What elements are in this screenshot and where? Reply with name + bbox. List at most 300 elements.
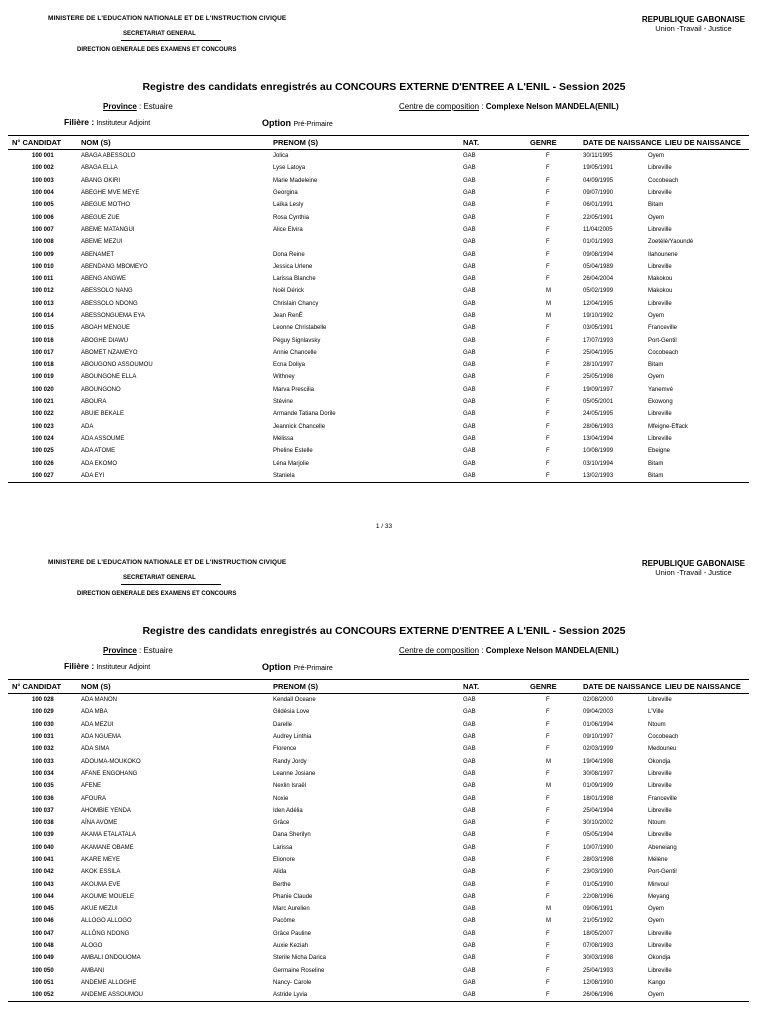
candidate-firstname: Grâce Pauline	[273, 930, 312, 937]
candidate-lastname: ADA MBA	[81, 709, 108, 716]
candidate-birthdate: 19/09/1997	[583, 386, 614, 393]
candidate-lastname: ADA	[81, 423, 94, 430]
filiere-field	[64, 117, 150, 127]
candidate-number: 100 033	[32, 758, 54, 765]
candidate-firstname: Ecna Doliya	[273, 362, 306, 369]
candidate-number: 100 019	[32, 374, 54, 381]
filiere-value: Instituteur Adjoint	[96, 120, 151, 127]
candidate-firstname: Larissa Blanche	[273, 276, 316, 283]
col-header-date: DATE DE NAISSANCE	[580, 680, 645, 694]
province-label: Province	[103, 646, 137, 655]
candidate-birthplace: Ntoum	[648, 820, 666, 827]
candidate-birthdate: 05/05/1994	[583, 832, 614, 839]
candidate-birthplace: Libreville	[648, 263, 672, 270]
candidate-lastname: ALLÔNG NDONG	[81, 930, 130, 937]
candidate-birthplace: Libreville	[648, 165, 672, 172]
ministry-name: MINISTERE DE L'EDUCATION NATIONALE ET DE L'INSTRUCTION CIVIQUE	[48, 559, 287, 566]
candidate-nationality: GAB	[463, 770, 476, 777]
candidate-nationality: GAB	[463, 435, 476, 442]
table-row	[8, 878, 749, 890]
candidate-birthdate: 28/06/1993	[583, 423, 614, 430]
table-row	[8, 211, 749, 223]
candidate-birthplace: Libreville	[648, 697, 672, 704]
table-row	[8, 175, 749, 187]
candidate-birthdate: 09/04/2003	[583, 709, 614, 716]
candidate-nationality: GAB	[463, 349, 476, 356]
candidate-lastname: AKUE MEZUI	[81, 906, 118, 913]
republic-name: REPUBLIQUE GABONAISE	[641, 15, 745, 24]
candidate-firstname: Annie Chancelle	[273, 349, 317, 356]
candidate-birthplace: Mélène	[648, 857, 668, 863]
candidate-nationality: GAB	[463, 190, 476, 197]
candidate-lastname: ABEME MEZUI	[81, 239, 123, 246]
candidate-lastname: ABOUNGONO	[81, 386, 121, 393]
candidate-firstname: Berthe	[273, 881, 291, 888]
candidate-lastname: AHOMBIE YENDA	[81, 807, 131, 814]
secretariat-label: SECRETARIAT GENERAL	[123, 31, 196, 37]
candidate-firstname: Staniela	[270, 470, 460, 483]
table-row	[8, 261, 749, 273]
candidate-nationality: GAB	[463, 943, 476, 950]
candidate-birthplace: Oyem	[648, 214, 665, 221]
candidate-firstname: Chrislain Chancy	[273, 300, 319, 307]
candidate-birthplace: Zoetélé/Yaoundé	[648, 239, 694, 246]
candidate-gender: F	[546, 374, 550, 381]
candidate-birthplace: Cocobeach	[648, 734, 679, 741]
candidate-nationality: GAB	[463, 893, 476, 900]
candidate-nationality: GAB	[463, 758, 476, 765]
candidate-birthdate: 30/11/1995	[583, 153, 613, 160]
candidate-number: 100 027	[8, 470, 78, 483]
filiere-field	[64, 661, 150, 671]
candidate-nationality: GAB	[463, 746, 476, 753]
candidate-lastname: ABEGUE ZUE	[81, 214, 120, 221]
option-value: Pré-Primaire	[293, 121, 333, 128]
candidate-gender: F	[546, 448, 550, 455]
candidate-firstname: Gildésia Love	[273, 709, 310, 716]
candidate-nationality: GAB	[463, 165, 476, 172]
table-row	[8, 842, 749, 854]
candidate-birthplace: Cocobeach	[648, 349, 679, 356]
table-row	[8, 285, 749, 297]
candidate-nationality: GAB	[463, 918, 476, 925]
candidate-lastname: ALOGO	[81, 943, 103, 950]
table-row	[8, 965, 749, 977]
table-row	[8, 915, 749, 927]
candidate-number: 100 029	[32, 709, 54, 716]
centre-label: Centre de composition	[399, 102, 480, 111]
candidate-birthdate: 13/02/1993	[580, 470, 645, 483]
candidate-birthplace: Libreville	[648, 190, 672, 197]
candidate-gender: M	[546, 300, 551, 307]
candidate-nationality: GAB	[463, 177, 476, 184]
candidate-lastname: ABESSOLO NDONG	[81, 300, 138, 307]
candidate-firstname: Mélissa	[273, 435, 294, 442]
candidate-number: 100 017	[32, 349, 54, 356]
candidate-number: 100 001	[32, 153, 54, 160]
candidate-lastname: AKOUMA EVE	[81, 881, 121, 888]
candidate-birthdate: 19/05/1991	[583, 165, 614, 172]
table-header-row	[8, 680, 749, 694]
table-row	[8, 989, 749, 1002]
candidate-gender: M	[546, 906, 551, 913]
candidate-number: 100 031	[32, 734, 54, 741]
candidate-firstname: Pacôme	[273, 918, 296, 925]
candidate-firstname	[270, 236, 460, 248]
candidate-nationality: GAB	[463, 153, 476, 160]
candidate-firstname: Germaine Roseline	[273, 967, 325, 974]
candidate-number: 100 028	[32, 697, 54, 704]
candidate-nationality: GAB	[463, 226, 476, 233]
candidate-birthdate: 09/10/1997	[583, 734, 614, 741]
candidate-birthplace: Libreville	[648, 943, 672, 950]
candidate-birthplace: Libreville	[648, 967, 672, 974]
candidate-number: 100 026	[32, 460, 54, 467]
institution-header	[48, 559, 318, 597]
candidate-birthdate: 26/06/1996	[580, 989, 645, 1002]
candidate-birthplace: Ntoum	[648, 721, 666, 728]
candidate-number: 100 010	[32, 263, 54, 270]
candidate-birthplace: Oyem	[648, 153, 665, 160]
candidate-gender: F	[546, 869, 550, 876]
candidate-lastname: ADA ASSOUME	[81, 435, 125, 442]
col-header-lieu: LIEU DE NAISSANCE	[645, 136, 749, 150]
candidate-nationality: GAB	[463, 869, 476, 876]
candidate-firstname: Alida	[273, 869, 287, 876]
candidate-lastname: ABAGA ABESSOLO	[81, 153, 136, 160]
candidate-birthplace: Ebeigne	[648, 448, 671, 455]
candidate-gender: F	[546, 202, 550, 209]
candidate-lastname: ADOUMA-MOUKOKO	[81, 758, 141, 765]
candidate-birthdate: 30/10/2002	[583, 820, 614, 827]
centre-field: Centre de composition : Complexe Nelson MANDELA(ENIL)	[399, 646, 619, 655]
table-row	[8, 829, 749, 841]
candidate-birthplace: Oyem	[648, 374, 665, 381]
candidate-nationality: GAB	[463, 202, 476, 209]
candidate-firstname: Sterile Nicha Darica	[273, 955, 327, 962]
candidate-birthplace: Minvoul	[648, 881, 669, 888]
candidate-gender: F	[546, 263, 550, 270]
candidate-lastname: AKOUME MOUELE	[81, 893, 135, 900]
candidate-birthplace: Libreville	[648, 807, 672, 814]
institution-header	[48, 15, 318, 53]
candidate-lastname: AFOURA	[81, 795, 107, 802]
candidate-birthplace: Libreville	[648, 930, 672, 937]
candidate-birthplace: Yanemvé	[648, 386, 673, 393]
candidate-number: 100 003	[32, 177, 54, 184]
candidate-nationality: GAB	[460, 470, 500, 483]
candidate-birthdate: 09/06/1991	[583, 906, 614, 913]
candidate-number: 100 002	[32, 165, 54, 172]
candidate-birthplace: Libreville	[648, 770, 672, 777]
candidate-number: 100 050	[32, 967, 54, 974]
candidate-birthdate: 07/08/1993	[583, 943, 614, 950]
candidate-number: 100 020	[32, 386, 54, 393]
candidate-lastname: AFANE ENGOHANG	[81, 770, 138, 777]
candidate-gender: F	[546, 795, 550, 802]
candidate-lastname: ABOMET NZAMEYO	[81, 349, 138, 356]
candidate-gender: F	[546, 881, 550, 888]
candidate-number: 100 015	[32, 325, 54, 332]
candidate-firstname: Alice Elvira	[273, 226, 303, 233]
candidate-firstname: Randy Jordy	[273, 758, 307, 765]
candidate-gender: F	[546, 807, 550, 814]
candidate-gender: F	[546, 930, 550, 937]
candidate-number: 100 012	[32, 288, 54, 295]
candidate-lastname: ABESSONGUEMA EYA	[81, 313, 145, 319]
table-row	[8, 310, 749, 322]
candidate-firstname: Leonne Christabelle	[273, 325, 327, 332]
table-row	[8, 334, 749, 346]
candidate-birthdate: 01/06/1994	[583, 721, 614, 728]
candidate-birthplace: Bitam	[648, 202, 664, 209]
candidate-nationality: GAB	[463, 386, 476, 393]
candidate-number: 100 047	[32, 930, 54, 937]
table-row	[8, 421, 749, 433]
candidate-lastname: ADA MANON	[81, 697, 118, 704]
direction-label: DIRECTION GENERALE DES EXAMENS ET CONCOURS	[77, 47, 237, 53]
table-row	[8, 768, 749, 780]
table-body	[8, 150, 749, 483]
candidate-firstname: Marc Aurelien	[273, 906, 310, 913]
candidate-gender: M	[546, 313, 551, 319]
candidate-birthdate: 25/04/1994	[583, 807, 614, 814]
candidate-birthdate: 24/05/1995	[583, 411, 614, 418]
candidate-lastname: ABEME MATANGUI	[81, 226, 135, 233]
table-row	[8, 805, 749, 817]
candidate-lastname: ADA ATOME	[81, 448, 116, 455]
centre-value: Complexe Nelson MANDELA(ENIL)	[485, 646, 619, 655]
ministry-name: MINISTERE DE L'EDUCATION NATIONALE ET DE L'INSTRUCTION CIVIQUE	[48, 15, 287, 22]
candidate-birthdate: 09/08/1994	[583, 251, 614, 258]
candidate-lastname: AKAMANE OBAME	[81, 844, 134, 851]
candidate-number: 100 030	[32, 721, 54, 728]
candidate-nationality: GAB	[463, 857, 476, 863]
candidate-number: 100 024	[32, 435, 54, 442]
option-label: Option	[262, 118, 291, 128]
candidate-nationality: GAB	[463, 239, 476, 246]
candidate-number: 100 046	[32, 918, 54, 925]
candidate-firstname: Phanie Claude	[273, 893, 313, 900]
candidate-firstname: Grâce	[273, 820, 290, 827]
candidate-lastname: AMBALI ONDOUOMA	[81, 955, 141, 962]
candidate-birthplace: Libreville	[648, 832, 672, 839]
candidate-birthdate: 28/03/1998	[583, 857, 614, 863]
table-row	[8, 187, 749, 199]
candidate-number: 100 006	[32, 214, 54, 221]
candidate-number: 100 023	[32, 423, 54, 430]
candidate-gender: M	[546, 288, 551, 295]
candidate-number: 100 014	[32, 313, 54, 319]
candidate-number: 100 011	[32, 276, 54, 283]
candidate-lastname: ADA EYI	[78, 470, 270, 483]
candidate-birthplace: Bitam	[648, 460, 664, 467]
candidate-birthdate: 19/04/1998	[583, 758, 614, 765]
table-row	[8, 384, 749, 396]
page-number: 1 / 33	[375, 523, 393, 530]
candidate-gender: F	[546, 325, 550, 332]
candidate-birthplace: Port-Gentil	[648, 337, 677, 344]
candidate-lastname: ANDEME ASSOUMOU	[78, 989, 270, 1002]
table-row	[8, 817, 749, 829]
candidate-lastname: AÏNA AVOME	[81, 820, 118, 827]
col-header-nom: NOM (S)	[78, 680, 270, 694]
candidate-firstname: Dana Sherilyn	[273, 832, 311, 839]
candidate-lastname: ANDEME ALLOGHE	[81, 979, 137, 986]
candidate-gender: F	[546, 165, 550, 172]
table-row	[8, 396, 749, 408]
filiere-value: Instituteur Adjoint	[96, 664, 151, 671]
candidate-birthplace: Franceville	[648, 795, 678, 802]
candidate-number: 100 052	[8, 989, 78, 1002]
candidate-nationality: GAB	[463, 697, 476, 704]
candidate-number: 100 034	[32, 770, 54, 777]
candidate-firstname: Kendall Oceane	[273, 697, 316, 704]
candidate-nationality: GAB	[463, 276, 476, 283]
table-row	[8, 457, 749, 469]
candidate-gender: F	[546, 226, 550, 233]
candidate-number: 100 048	[32, 943, 54, 950]
document-title: Registre des candidats enregistrés au CONCOURS EXTERNE D'ENTREE A L'ENIL - Session 2025	[142, 625, 626, 637]
candidate-number: 100 018	[32, 362, 54, 369]
province-value: Estuaire	[143, 646, 173, 655]
centre-label: Centre de composition	[399, 646, 480, 655]
table-row	[8, 371, 749, 383]
candidate-birthplace: Libreville	[648, 435, 672, 442]
table-row	[8, 928, 749, 940]
candidate-firstname: Jean RenÉ	[273, 313, 303, 319]
candidate-nationality: GAB	[463, 979, 476, 986]
candidate-birthdate: 11/04/2005	[583, 226, 613, 233]
candidate-firstname: Jolica	[273, 153, 289, 160]
candidate-gender: F	[546, 709, 550, 716]
option-field	[262, 662, 333, 672]
candidate-lastname: ABESSOLO NANG	[81, 288, 133, 295]
candidate-gender: M	[546, 758, 551, 765]
candidate-gender: F	[546, 251, 550, 258]
candidate-nationality: GAB	[463, 313, 476, 319]
republic-name: REPUBLIQUE GABONAISE	[641, 559, 745, 568]
candidate-gender: F	[546, 435, 550, 442]
candidate-number: 100 008	[32, 239, 54, 246]
candidate-firstname: Jessica Urlene	[273, 263, 313, 270]
candidate-birthdate: 17/07/1993	[583, 337, 614, 344]
candidate-number: 100 040	[32, 844, 54, 851]
candidate-number: 100 032	[32, 746, 54, 753]
candidate-gender: F	[546, 893, 550, 900]
candidate-nationality: GAB	[463, 844, 476, 851]
table-row	[8, 150, 749, 163]
candidate-birthdate: 02/03/1999	[583, 746, 614, 753]
candidate-nationality: GAB	[463, 734, 476, 741]
candidate-gender: F	[546, 943, 550, 950]
candidate-gender: F	[546, 153, 550, 160]
candidate-birthplace: Oyem	[645, 989, 749, 1002]
candidates-table	[8, 679, 749, 1002]
candidate-birthplace: Makokou	[648, 276, 673, 283]
candidate-birthplace: Libreville	[648, 411, 672, 418]
table-row	[8, 322, 749, 334]
candidate-gender: F	[500, 989, 580, 1002]
candidate-firstname: Leanne Josiane	[273, 770, 316, 777]
candidate-gender: F	[546, 697, 550, 704]
secretariat-divider	[121, 584, 221, 585]
table-row	[8, 694, 749, 707]
candidate-firstname: Withney	[273, 374, 295, 381]
candidate-gender: F	[546, 386, 550, 393]
candidate-birthdate: 21/05/1992	[583, 918, 614, 925]
republic-header	[642, 15, 745, 33]
candidate-lastname: ABOUGONO ASSOUMOU	[81, 362, 153, 369]
province-value: Estuaire	[143, 102, 173, 111]
candidate-lastname: AFENE	[81, 783, 102, 790]
candidate-nationality: GAB	[463, 411, 476, 418]
candidate-lastname: AKARE MEYE	[81, 857, 121, 863]
candidate-gender: F	[546, 734, 550, 741]
candidate-gender: F	[546, 349, 550, 356]
candidate-gender: F	[546, 746, 550, 753]
candidate-firstname: Noël Dérick	[273, 288, 305, 295]
candidate-number: 100 037	[32, 807, 54, 814]
candidate-gender: F	[546, 190, 550, 197]
candidate-number: 100 039	[32, 832, 54, 839]
candidate-birthdate: 28/10/1997	[583, 362, 614, 369]
province-label: Province	[103, 102, 137, 111]
candidate-gender: F	[546, 276, 550, 283]
table-row	[8, 224, 749, 236]
candidate-birthplace: Mfeigne-Effack	[648, 423, 688, 430]
candidate-firstname: Audrey Linthia	[273, 734, 312, 741]
candidate-lastname: ABOGHE DIAWU	[81, 337, 129, 344]
candidate-firstname: Auxie Keziah	[273, 943, 309, 950]
candidate-birthplace: Libreville	[648, 226, 672, 233]
candidate-gender: F	[546, 721, 550, 728]
table-row	[8, 408, 749, 420]
candidate-birthdate: 01/01/1993	[583, 239, 614, 246]
candidate-birthplace: Bitam	[648, 362, 664, 369]
col-header-genre: GENRE	[500, 136, 580, 150]
candidate-birthdate: 10/08/1999	[583, 448, 614, 455]
candidate-firstname: Marva Prescilia	[273, 386, 315, 393]
candidate-firstname: Georgina	[273, 190, 298, 197]
candidate-number: 100 016	[32, 337, 54, 344]
candidate-birthdate: 25/05/1998	[583, 374, 614, 381]
col-header-lieu: LIEU DE NAISSANCE	[645, 680, 749, 694]
candidate-nationality: GAB	[463, 423, 476, 430]
table-header-row	[8, 136, 749, 150]
candidate-nationality: GAB	[463, 214, 476, 221]
option-label: Option	[262, 662, 291, 672]
candidate-birthdate: 18/05/2007	[583, 930, 614, 937]
candidate-birthdate: 25/04/1993	[583, 967, 614, 974]
table-row	[8, 719, 749, 731]
candidate-birthplace: Okondja	[648, 955, 671, 962]
candidates-table	[8, 135, 749, 483]
candidate-birthdate: 13/04/1994	[583, 435, 614, 442]
col-header-nom: NOM (S)	[78, 136, 270, 150]
candidate-lastname: ADA EKOMO	[81, 460, 118, 467]
option-value: Pré-Primaire	[293, 665, 333, 672]
table-row	[8, 433, 749, 445]
candidate-lastname: ABAGA ELLA	[81, 165, 118, 172]
candidate-nationality: GAB	[463, 930, 476, 937]
candidate-birthdate: 23/03/1990	[583, 869, 614, 876]
candidate-lastname: ABANG OKIRI	[81, 177, 121, 184]
table-row	[8, 706, 749, 718]
table-row	[8, 298, 749, 310]
candidate-number: 100 022	[32, 411, 54, 418]
candidate-number: 100 036	[32, 795, 54, 802]
